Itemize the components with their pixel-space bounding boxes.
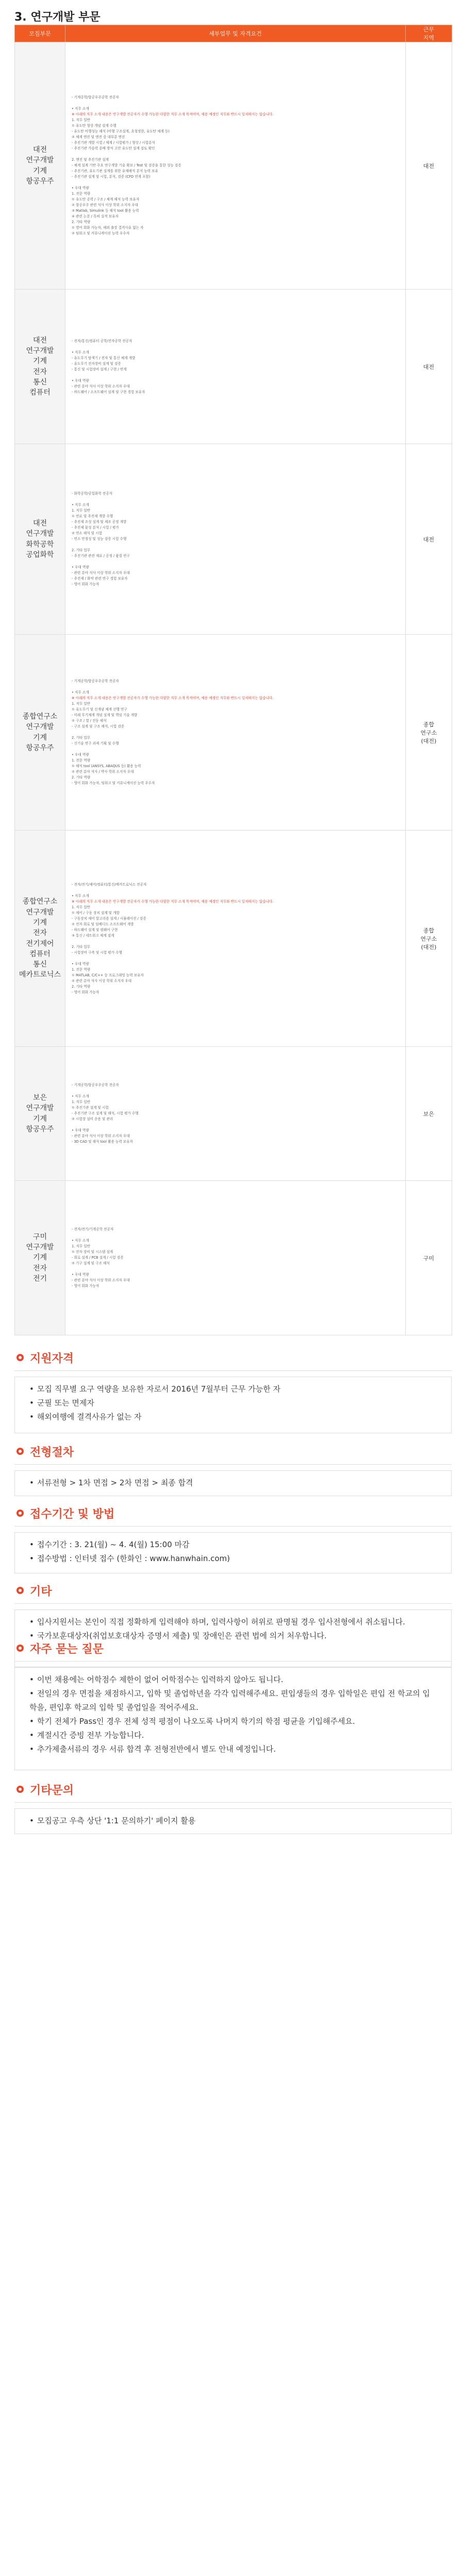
group-label: 기계: [32, 166, 47, 175]
faq-box: [14, 1667, 452, 1770]
desc-line: - 체계 설계 기반 주요 연구개발 기술 확보 / Test 및 검증을 통한 성능 검증: [72, 163, 181, 167]
desc-line: 1. 직무 일반: [72, 118, 90, 122]
divider: [14, 1526, 452, 1527]
row-desc-cell: [65, 635, 406, 831]
desc-line: - 연소 안정성 및 성능 검증 시험 수행: [72, 537, 127, 541]
row-group-cell: [15, 444, 65, 635]
desc-line: • 우대 역량: [72, 1273, 89, 1277]
row-place-cell: 대전: [406, 42, 452, 290]
desc-line: ① 제어 / 구동 장치 설계 및 개발: [72, 910, 120, 915]
list-item: • 학기 전체가 Pass인 경우 전체 성적 평점이 나오도록 나머지 학기의 학점 평균을 기입해주세요.: [29, 1717, 355, 1726]
row-group-cell: [15, 831, 65, 1047]
desc-line: [72, 1088, 399, 1094]
desc-line: - 추진제 조성 설계 및 제조 공정 개발: [72, 520, 127, 524]
desc-line: [72, 559, 399, 565]
desc-line: - 화학공학/공업화학 전공자: [72, 492, 112, 496]
row-desc-cell: [65, 1181, 406, 1335]
desc-line: ② 팀워크 및 커뮤니케이션 능력 우수자: [72, 231, 129, 235]
desc-line: - 추진제 물성 분석 / 시험 / 평가: [72, 526, 119, 530]
group-label: 항공우주: [26, 743, 54, 752]
group-label: 연구개발: [26, 1243, 54, 1252]
group-label: 전자: [32, 367, 47, 376]
group-label: 통신: [32, 960, 47, 969]
desc-line: - 추진기관 가슴력 분배 방식 고안 유도탄 설계 검토 확인: [72, 146, 155, 150]
desc-line: ② 구조 / 열 / 진동 해석: [72, 719, 107, 723]
desc-line: [72, 497, 399, 502]
desc-line: ① 유도탄 공력 / 구조 / 체계 해석 능력 보유자: [72, 197, 140, 201]
desc-line: • 직무 소개: [72, 503, 89, 507]
table-row: [15, 1181, 452, 1335]
desc-line: 1. 전문 역량: [72, 967, 90, 972]
list-item: • 서류전형 > 1차 면접 > 2차 면접 > 최종 합격: [29, 1478, 193, 1487]
desc-line: ② 관련 분야 석사 이상 학위 소지자 우대: [72, 978, 132, 983]
desc-line: • 우대 역량: [72, 1128, 89, 1132]
desc-line: - 추진제 / 화약 관련 연구 경험 보유자: [72, 577, 128, 581]
desc-line: - 구조 설계 및 구조 해석, 시험 검증: [72, 724, 124, 728]
table-row: [15, 1047, 452, 1181]
group-label: 연구개발: [26, 908, 54, 917]
desc-line: - 영어 회화 가능자: [72, 582, 100, 586]
desc-line: [72, 151, 399, 157]
desc-line: • 직무 소개: [72, 1094, 89, 1098]
desc-line: ② 항공우주 관련 석사 이상 학위 소지자 우대: [72, 203, 138, 207]
desc-line: [72, 684, 399, 690]
row-place-cell: 대전: [406, 290, 452, 444]
desc-line: - 영어 회화 가능자: [72, 990, 100, 994]
divider: [14, 1603, 452, 1604]
desc-line: 1. 직무 일반: [72, 905, 90, 909]
desc-line: - 신기술 연구 과제 기획 및 수행: [72, 741, 119, 745]
desc-line: - 관련 분야 석사 이상 학위 소지자 우대: [72, 1134, 130, 1138]
group-label: 컴퓨터: [29, 388, 51, 397]
desc-line: ④ 관련 논문 / 특허 실적 보유자: [72, 214, 119, 218]
desc-line: ※ 아래의 직무 소개 내용은 연구개발 전공자가 수행 가능한 다양한 직무 소개 목적이며, 채용 예정인 직무와 반드시 일치하지는 않습니다.: [72, 112, 274, 116]
group-label: 화학공학: [26, 540, 54, 549]
desc-line: 2. 기타 업무: [72, 548, 90, 552]
row-group-cell: [15, 290, 65, 444]
group-label: 통신: [32, 378, 47, 386]
desc-line: ① 영어 회화 가능자, 해외 출장 결격사유 없는 자: [72, 226, 144, 230]
group-label: 항공우주: [26, 177, 54, 185]
desc-line: [72, 1122, 399, 1128]
desc-line: • 직무 소개: [72, 350, 89, 354]
desc-line: - 관련 분야 석사 이상 학위 소지자 우대: [72, 1278, 130, 1282]
group-label: 기계: [32, 733, 47, 742]
desc-line: 2. 기타 역량: [72, 775, 90, 779]
desc-line: [72, 1266, 399, 1272]
row-group-cell: [15, 1181, 65, 1335]
desc-line: • 우대 역량: [72, 753, 89, 757]
row-place-cell: 대전: [406, 444, 452, 635]
group-label: 연구개발: [26, 1104, 54, 1113]
desc-line: - 관련 분야 석사 이상 학위 소지자 우대: [72, 571, 130, 575]
desc-line: [72, 100, 399, 106]
group-label: 연구개발: [26, 530, 54, 538]
row-place-cell: 종합 연구소 (대전): [406, 831, 452, 1047]
desc-line: ① 연료 및 추진제 개발 수행: [72, 514, 113, 518]
desc-line: • 우대 역량: [72, 378, 89, 383]
circle-bullet-icon: [16, 1786, 24, 1793]
desc-line: - 회로 설계 / PCB 설계 / 시험 검증: [72, 1256, 124, 1260]
group-label: 연구개발: [26, 156, 54, 165]
desc-line: [72, 747, 399, 752]
list-item: • 접수방법 : 인터넷 접수 (한화인 : www.hanwhain.com): [29, 1554, 230, 1563]
row-desc-cell: [65, 42, 406, 290]
group-label: 대전: [32, 336, 47, 345]
group-label: 전기제어: [26, 939, 54, 948]
circle-bullet-icon: [16, 1510, 24, 1517]
group-label: 기계: [32, 1114, 47, 1123]
section-title: 전형절차: [30, 1446, 74, 1459]
circle-bullet-icon: [16, 1587, 24, 1594]
desc-line: [72, 956, 399, 961]
desc-line: [72, 939, 399, 944]
desc-line: ① 유도무기 및 신개념 체계 선행 연구: [72, 707, 127, 711]
desc-line: ② 기구 설계 및 구조 해석: [72, 1261, 110, 1265]
section-title: 기타문의: [30, 1784, 74, 1797]
desc-line: [72, 542, 399, 548]
section-title: 접수기간 및 방법: [30, 1508, 115, 1521]
list-item: • 계절시간 증빙 전부 가능합니다.: [29, 1731, 144, 1740]
table-row: [15, 290, 452, 444]
desc-line: [72, 730, 399, 735]
group-label: 기계: [32, 918, 47, 927]
section-title: 지원자격: [30, 1352, 74, 1365]
desc-line: • 직무 소개: [72, 893, 89, 898]
desc-line: ② 연소 해석 및 시험: [72, 531, 102, 535]
group-label: 대전: [32, 519, 47, 528]
desc-line: 1. 전문 역량: [72, 758, 90, 762]
desc-line: - 유도무기 전자장비 설계 및 검증: [72, 361, 121, 366]
desc-line: - 전자/통신/컴퓨터 공학/전자공학 전공자: [72, 338, 132, 343]
group-label: 전자: [32, 1264, 47, 1273]
header-desc: 세부업무 및 자격요건: [65, 25, 406, 42]
group-label: 컴퓨터: [29, 950, 51, 958]
desc-line: ① 유도탄 형상 개념 설계 수행: [72, 124, 117, 128]
desc-line: • 우대 역량: [72, 961, 89, 966]
qualification-box: [14, 1377, 452, 1433]
desc-line: ② 체계 엔진 및 엔진 중 대부분 엔진: [72, 135, 125, 139]
group-label: 종합연구소: [22, 897, 58, 906]
desc-line: - 추진기관 개발 시험 / 체계 / 시험평가 / 형상 / 시험분석: [72, 141, 155, 145]
row-group-cell: [15, 42, 65, 290]
desc-line: - 구동장치 제어 알고리즘 설계 / 시뮬레이션 / 검증: [72, 916, 146, 921]
desc-line: ② 전자 회로 및 임베디드 소프트웨어 개발: [72, 922, 134, 926]
group-label: 종합연구소: [22, 712, 58, 721]
header-place: 근무 지역: [406, 25, 452, 42]
desc-line: 1. 직무 일반: [72, 1100, 90, 1104]
section-title: 자주 묻는 질문: [30, 1643, 104, 1656]
desc-line: 2. 기타 역량: [72, 220, 90, 224]
row-group-cell: [15, 1047, 65, 1181]
desc-line: 2. 엔진 및 추진기관 설계: [72, 158, 109, 162]
desc-line: ① 추진기관 설계 및 시험: [72, 1106, 109, 1110]
desc-line: - 기계공학/항공우주공학 전공자: [72, 95, 119, 99]
desc-line: - 유도탄 비행성능 해석 (비행 구조설계, 초청정한, 유도탄 체계 등): [72, 129, 170, 133]
list-item: • 군필 또는 면제자: [29, 1398, 94, 1408]
divider: [14, 1464, 452, 1465]
desc-line: - 3D CAD 및 해석 tool 활용 능력 보유자: [72, 1140, 133, 1144]
desc-line: - 유도무기 탐색기 / 전자 및 통신 체계 개발: [72, 355, 136, 360]
desc-line: - 추진기관 관련 재료 / 공정 / 품질 연구: [72, 554, 130, 558]
list-item: • 접수기간 : 3. 21(월) ~ 4. 4(월) 15:00 마감: [29, 1540, 190, 1549]
list-item: • 입사지원서는 본인이 직접 정확하게 입력해야 하며, 입력사항이 허위로 판명될 경우 입사전형에서 취소됩니다.: [29, 1617, 405, 1626]
desc-line: - 기계공학/항공우주공학 전공자: [72, 1083, 119, 1087]
divider: [14, 1370, 452, 1371]
list-item: • 모집공고 우측 상단 '1:1 문의하기' 페이지 활용: [29, 1816, 196, 1825]
desc-line: - 영어 회화 가능자, 팀워크 및 커뮤니케이션 능력 우수자: [72, 781, 155, 785]
desc-line: ※ 아래의 직무 소개 내용은 연구개발 전공자가 수행 가능한 다양한 직무 소개 목적이며, 채용 예정인 직무와 반드시 일치하지는 않습니다.: [72, 899, 274, 904]
row-place-cell: 종합 연구소 (대전): [406, 635, 452, 831]
desc-line: ① 전자 장비 및 시스템 설계: [72, 1250, 113, 1254]
list-item: • 전일의 경우 면접을 채점하시고, 입학 및 졸업학년을 각각 입력해주세요. 편입생들의 경우 입학일은 편입 전 학교의 입학을, 편입후 학교의 입학 및 졸업일을 적어주세요.: [29, 1689, 430, 1712]
list-item: • 해외여행에 결격사유가 없는 자: [29, 1412, 142, 1421]
group-label: 공업화학: [26, 550, 54, 559]
desc-line: - 추진기관, 유도기관 설계를 위한 유체해석 분석 능력 보유: [72, 169, 158, 173]
list-item: • 국가보훈대상자(취업보호대상자 증명서 제출) 및 장애인은 관련 법에 의거 처우합니다.: [29, 1631, 327, 1640]
desc-line: ① MATLAB, C/C++ 등 프로그래밍 능력 보유자: [72, 973, 144, 977]
desc-line: - 기계공학/항공우주공학 전공자: [72, 679, 119, 683]
desc-line: - 통신 및 시험장비 설계 / 구현 / 연계: [72, 367, 127, 371]
desc-line: - 시험장비 구축 및 시험 평가 수행: [72, 950, 122, 955]
desc-line: • 우대 역량: [72, 565, 89, 569]
desc-line: [72, 180, 399, 185]
divider: [14, 1661, 452, 1662]
desc-line: - 전자/전기/제어/컴퓨터/통신/메카트로닉스 전공자: [72, 882, 147, 887]
group-label: 구미: [32, 1232, 47, 1241]
recruit-table: [14, 25, 452, 1335]
desc-line: ※ 아래의 직무 소개 내용은 연구개발 전공자가 수행 가능한 다양한 직무 소개 목적이며, 채용 예정인 직무와 반드시 일치하지는 않습니다.: [72, 696, 274, 700]
row-group-cell: [15, 635, 65, 831]
group-label: 전기: [32, 1274, 47, 1283]
desc-line: - 관련 분야 석사 이상 학위 소지자 우대: [72, 384, 130, 388]
desc-line: • 직무 소개: [72, 690, 89, 694]
desc-line: ③ 통신 / 네트워크 체계 설계: [72, 933, 114, 938]
group-label: 연구개발: [26, 723, 54, 732]
row-desc-cell: [65, 1047, 406, 1181]
row-desc-cell: [65, 444, 406, 635]
circle-bullet-icon: [16, 1354, 24, 1361]
inquiry-box: [14, 1808, 452, 1834]
table-row: [15, 42, 452, 290]
circle-bullet-icon: [16, 1645, 24, 1652]
desc-line: 1. 직무 일반: [72, 1244, 90, 1248]
desc-line: [72, 344, 399, 350]
desc-line: • 직무 소개: [72, 1239, 89, 1243]
desc-line: 1. 직무 일반: [72, 702, 90, 706]
desc-line: ① 해석 tool (ANSYS, ABAQUS 등) 활용 능력: [72, 764, 141, 768]
list-item: • 추가제출서류의 경우 서류 합격 후 전형전반에서 별도 안내 예정입니다.: [29, 1744, 276, 1754]
table-row: [15, 444, 452, 635]
desc-line: [72, 1232, 399, 1238]
list-item: • 이번 채용에는 어학점수 제한이 없어 어학점수는 입력하지 않아도 됩니다.: [29, 1675, 284, 1684]
section-title: 기타: [30, 1585, 52, 1598]
row-place-cell: 구미: [406, 1181, 452, 1335]
desc-line: - 추진기관 구조 설계 및 해석, 시험 평가 수행: [72, 1111, 139, 1115]
header-group: 모집부문: [15, 25, 65, 42]
desc-line: • 우대 역량: [72, 186, 89, 190]
desc-line: ② 관련 분야 석사 / 박사 학위 소지자 우대: [72, 770, 134, 774]
desc-line: ③ Matlab, Simulink 등 해석 tool 활용 능력: [72, 209, 139, 213]
desc-line: 1. 직무 일반: [72, 509, 90, 513]
list-item: • 모집 직무별 요구 역량을 보유한 자로서 2016년 7월부터 근무 가능한 자: [29, 1384, 280, 1394]
desc-line: 2. 기타 역량: [72, 984, 90, 989]
desc-line: • 직무 소개: [72, 107, 89, 111]
desc-line: ② 시험장 설비 운용 및 관리: [72, 1117, 113, 1121]
etc-box: [14, 1609, 452, 1667]
circle-bullet-icon: [16, 1448, 24, 1455]
desc-line: - 영어 회화 가능자: [72, 1284, 100, 1288]
table-row: [15, 831, 452, 1047]
desc-line: - 하드웨어 설계 및 펌웨어 구현: [72, 927, 118, 932]
period-box: [14, 1532, 452, 1573]
desc-line: - 하드웨어 / 소프트웨어 설계 및 구현 경험 보유자: [72, 389, 145, 394]
process-box: [14, 1470, 452, 1496]
row-desc-cell: [65, 290, 406, 444]
group-label: 전자: [32, 929, 47, 938]
group-label: 보은: [32, 1093, 47, 1102]
row-desc-cell: [65, 831, 406, 1047]
divider: [14, 1802, 452, 1803]
group-label: 기계: [32, 357, 47, 366]
desc-line: - 미래 무기체계 개념 설계 및 핵심 기술 개발: [72, 713, 138, 717]
page-title: 3. 연구개발 부문: [14, 11, 101, 24]
group-label: 메카트로닉스: [19, 971, 61, 979]
group-label: 기계: [32, 1253, 47, 1262]
group-label: 연구개발: [26, 346, 54, 355]
desc-line: 2. 기타 업무: [72, 736, 90, 740]
desc-line: [72, 888, 399, 893]
group-label: 대전: [32, 145, 47, 154]
row-place-cell: 보은: [406, 1047, 452, 1181]
table-row: [15, 635, 452, 831]
table-header-row: [15, 25, 452, 42]
desc-line: [72, 372, 399, 378]
desc-line: 2. 기타 업무: [72, 944, 90, 949]
desc-line: 1. 전문 역량: [72, 192, 90, 196]
desc-line: - 전자/전기/기계공학 전공자: [72, 1227, 114, 1231]
group-label: 항공우주: [26, 1125, 54, 1133]
desc-line: - 추진기관 설계 및 시험, 분석, 검증 (CFD 연계 포함): [72, 175, 151, 179]
